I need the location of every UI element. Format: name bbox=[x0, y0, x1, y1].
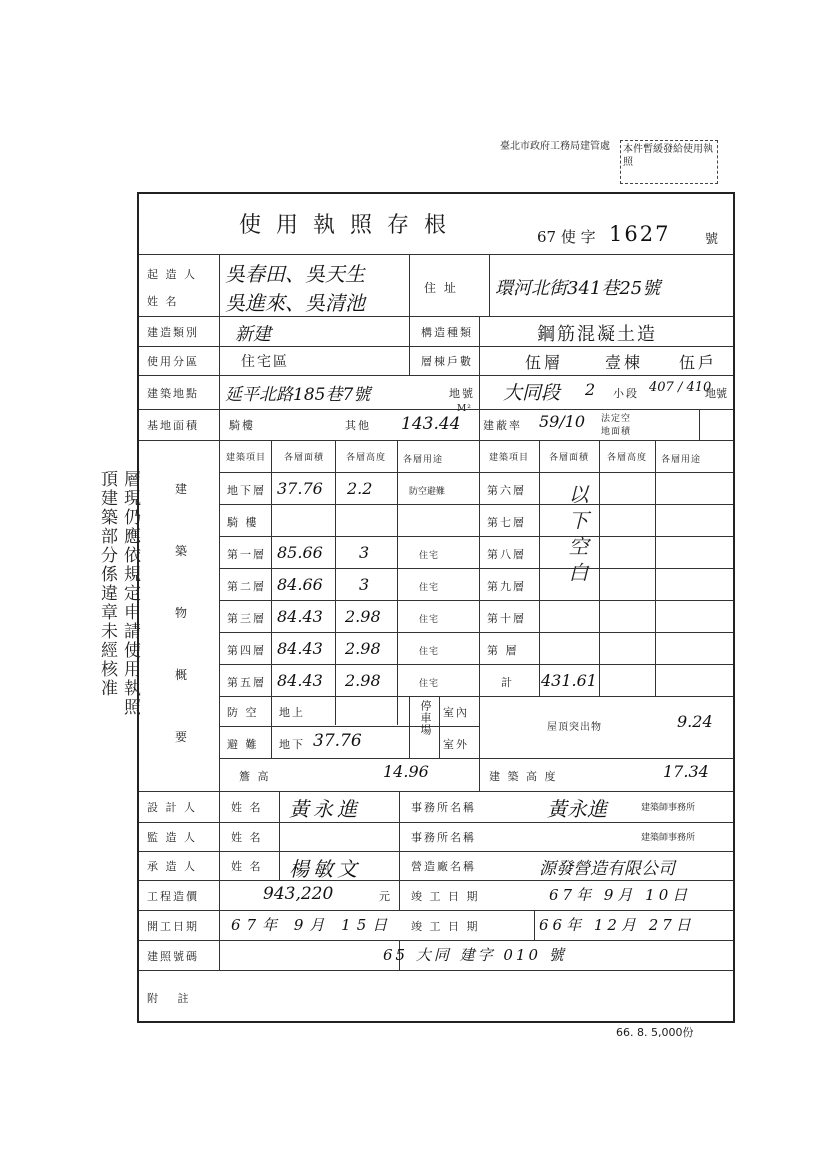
license-form bbox=[137, 192, 735, 1023]
designer-name: 黃永進 bbox=[289, 797, 361, 821]
floor-height: 3 bbox=[359, 543, 370, 562]
top-stamp-left bbox=[500, 140, 618, 184]
contractor-firm: 源發營造有限公司 bbox=[539, 859, 675, 879]
bldg-height-value: 17.34 bbox=[663, 762, 709, 781]
address-value: 環河北街341巷25號 bbox=[495, 278, 661, 299]
usage-zone-label: 使用分區 bbox=[147, 355, 199, 368]
header-item-right: 建築項目 bbox=[488, 453, 529, 463]
legal-label-1: 法定空 bbox=[601, 414, 632, 424]
section-value: 大同段 bbox=[503, 382, 561, 404]
structure-type-value: 鋼筋混凝土造 bbox=[537, 324, 657, 345]
bldg-height-label: 建 築 高 度 bbox=[489, 770, 558, 783]
blank-note: 以下空白 bbox=[565, 484, 589, 588]
other-value: 143.44 bbox=[401, 414, 461, 434]
floor-area: 85.66 bbox=[277, 543, 323, 562]
owner-label-1: 起 造 人 bbox=[147, 268, 197, 281]
right-row-item: 第十層 bbox=[487, 612, 526, 625]
cost-unit: 元 bbox=[379, 890, 392, 903]
shelter-above: 地上 bbox=[279, 706, 305, 719]
structure-type-label: 構造種類 bbox=[421, 326, 473, 339]
other-unit: M² bbox=[457, 404, 472, 414]
owner-label-2: 姓 名 bbox=[147, 295, 179, 308]
right-row-item: 計 bbox=[501, 676, 514, 689]
coverage-value: 59/10 bbox=[539, 412, 586, 431]
header-area-right: 各層面積 bbox=[548, 453, 589, 463]
lot-number-value: 407 / 410 bbox=[649, 380, 712, 395]
parking-label: 停車場 bbox=[419, 700, 432, 736]
floors-value: 伍層 bbox=[525, 353, 564, 372]
margin-note-col1: 層現仍應依規定申請使用執照 bbox=[120, 470, 140, 717]
cost-value: 943,220 bbox=[263, 884, 334, 904]
designer-office: 黃永進 bbox=[547, 797, 607, 821]
usage-zone-value: 住宅區 bbox=[241, 354, 289, 370]
floors-label: 層棟戶數 bbox=[421, 355, 473, 368]
floor-use: 住宅 bbox=[419, 583, 440, 593]
owner-names-1: 吳春田、吳天生 bbox=[225, 262, 365, 286]
complete-date-value: 66年 12月 27日 bbox=[539, 916, 695, 934]
right-row-item: 第 層 bbox=[487, 644, 519, 657]
margin-note-1: 層 bbox=[120, 470, 140, 489]
parking-indoor: 室內 bbox=[443, 706, 469, 719]
eave-value: 14.96 bbox=[383, 762, 429, 781]
floor-item: 騎 樓 bbox=[227, 516, 259, 529]
designer-office-suffix: 建築師事務所 bbox=[641, 803, 696, 813]
permit-label: 建照號碼 bbox=[147, 950, 199, 963]
designer-name-label: 姓 名 bbox=[231, 801, 263, 814]
supervisor-name-label: 姓 名 bbox=[231, 831, 263, 844]
notes-label: 附 註 bbox=[147, 992, 197, 1005]
contractor-name-label: 姓 名 bbox=[231, 860, 263, 873]
dates-label: 開工日期 bbox=[147, 920, 199, 933]
location-value: 延平北路185巷7號 bbox=[225, 385, 371, 405]
floor-area: 84.43 bbox=[277, 671, 323, 690]
eave-label: 簷 高 bbox=[239, 770, 271, 783]
floor-height: 3 bbox=[359, 575, 370, 594]
right-row-item: 第八層 bbox=[487, 548, 526, 561]
floor-area: 84.43 bbox=[277, 639, 323, 658]
header-item-left: 建築項目 bbox=[225, 453, 266, 463]
print-info: 66. 8. 5,000份 bbox=[616, 1026, 694, 1039]
subsection-label: 小段 bbox=[613, 387, 639, 400]
floor-item: 第四層 bbox=[227, 644, 266, 657]
designer-role: 設 計 人 bbox=[147, 801, 197, 814]
cost-label: 工程造價 bbox=[147, 890, 199, 903]
right-row-item: 第七層 bbox=[487, 516, 526, 529]
supervisor-office-label: 事務所名稱 bbox=[411, 831, 476, 844]
floor-height: 2.98 bbox=[345, 607, 381, 626]
shelter-label-2: 避 難 bbox=[227, 738, 259, 751]
stamp-left-text: 臺北市政府工務局建管處 bbox=[500, 141, 610, 152]
parking-outdoor: 室外 bbox=[443, 738, 469, 751]
building-type-value: 新建 bbox=[235, 324, 271, 345]
header-height-left: 各層高度 bbox=[345, 453, 386, 463]
start-date-value: 67年 9月 10日 bbox=[549, 886, 692, 904]
address-label: 住 址 bbox=[424, 281, 458, 295]
owner-names-2: 吳進來、吳清池 bbox=[225, 291, 365, 315]
stamp-right-text: 本件暫緩發給使用執照 bbox=[623, 144, 713, 168]
households-value: 伍戶 bbox=[679, 353, 718, 372]
buildings-value: 壹棟 bbox=[605, 353, 644, 372]
header-use-right: 各層用途 bbox=[661, 455, 702, 465]
other-label: 其他 bbox=[345, 419, 371, 432]
header-use-left: 各層用途 bbox=[403, 455, 444, 465]
shelter-below: 地下 bbox=[279, 738, 305, 751]
floor-use: 住宅 bbox=[419, 615, 440, 625]
coverage-label: 建蔽率 bbox=[483, 419, 522, 432]
contractor-role: 承 造 人 bbox=[147, 860, 197, 873]
margin-note-col2: 頂建築部分係違章未經核准 bbox=[97, 470, 117, 698]
start-date-label: 竣 工 日 期 bbox=[411, 890, 480, 903]
floor-area: 84.43 bbox=[277, 607, 323, 626]
floor-item: 第二層 bbox=[227, 580, 266, 593]
dates-value: 67年 9月 15日 bbox=[231, 916, 394, 934]
contractor-name: 楊敏文 bbox=[289, 857, 361, 881]
right-row-item: 第九層 bbox=[487, 580, 526, 593]
header-height-right: 各層高度 bbox=[606, 453, 647, 463]
floor-use: 住宅 bbox=[419, 647, 440, 657]
permit-value: 65 大同 建字 010 號 bbox=[383, 946, 567, 964]
floor-area: 37.76 bbox=[277, 479, 323, 498]
lot-suffix: 地號 bbox=[705, 387, 727, 400]
setback-label: 屋頂突出物 bbox=[547, 722, 602, 733]
floor-item: 第三層 bbox=[227, 612, 266, 625]
floor-height: 2.2 bbox=[347, 479, 373, 498]
total-area-value: 431.61 bbox=[541, 671, 597, 690]
shelter-label-1: 防 空 bbox=[227, 706, 259, 719]
floor-use: 住宅 bbox=[419, 551, 440, 561]
building-summary-side-label: 建 築 物 概 要 bbox=[174, 482, 187, 744]
building-type-label: 建造類別 bbox=[147, 326, 199, 339]
arcade-label: 騎樓 bbox=[229, 419, 255, 432]
complete-date-label: 竣 工 日 期 bbox=[411, 920, 480, 933]
floor-item: 第五層 bbox=[227, 676, 266, 689]
floor-use: 住宅 bbox=[419, 679, 440, 689]
subsection-value: 2 bbox=[585, 380, 596, 399]
designer-office-label: 事務所名稱 bbox=[411, 801, 476, 814]
floor-item: 第一層 bbox=[227, 548, 266, 561]
page-title: 使 用 執 照 存 根 bbox=[239, 213, 450, 238]
setback-value: 9.24 bbox=[677, 712, 713, 731]
license-number: 1627 bbox=[609, 222, 671, 246]
legal-label-2: 地面積 bbox=[601, 427, 632, 437]
floor-height: 2.98 bbox=[345, 639, 381, 658]
location-label: 建築地點 bbox=[147, 387, 199, 400]
license-suffix: 號 bbox=[705, 232, 719, 247]
site-area-label: 基地面積 bbox=[147, 419, 199, 432]
floor-use: 防空避難 bbox=[409, 487, 446, 497]
supervisor-role: 監 造 人 bbox=[147, 831, 197, 844]
floor-height: 2.98 bbox=[345, 671, 381, 690]
right-row-item: 第六層 bbox=[487, 484, 526, 497]
top-stamp-right bbox=[620, 140, 718, 184]
contractor-firm-label: 營造廠名稱 bbox=[411, 860, 476, 873]
header-area-left: 各層面積 bbox=[283, 453, 324, 463]
floor-area: 84.66 bbox=[277, 575, 323, 594]
license-prefix: 67 使 字 bbox=[537, 228, 596, 246]
floor-item: 地下層 bbox=[227, 484, 266, 497]
lot-label: 地號 bbox=[449, 387, 475, 400]
shelter-below-value: 37.76 bbox=[313, 731, 362, 751]
supervisor-office-suffix: 建築師事務所 bbox=[641, 833, 696, 843]
